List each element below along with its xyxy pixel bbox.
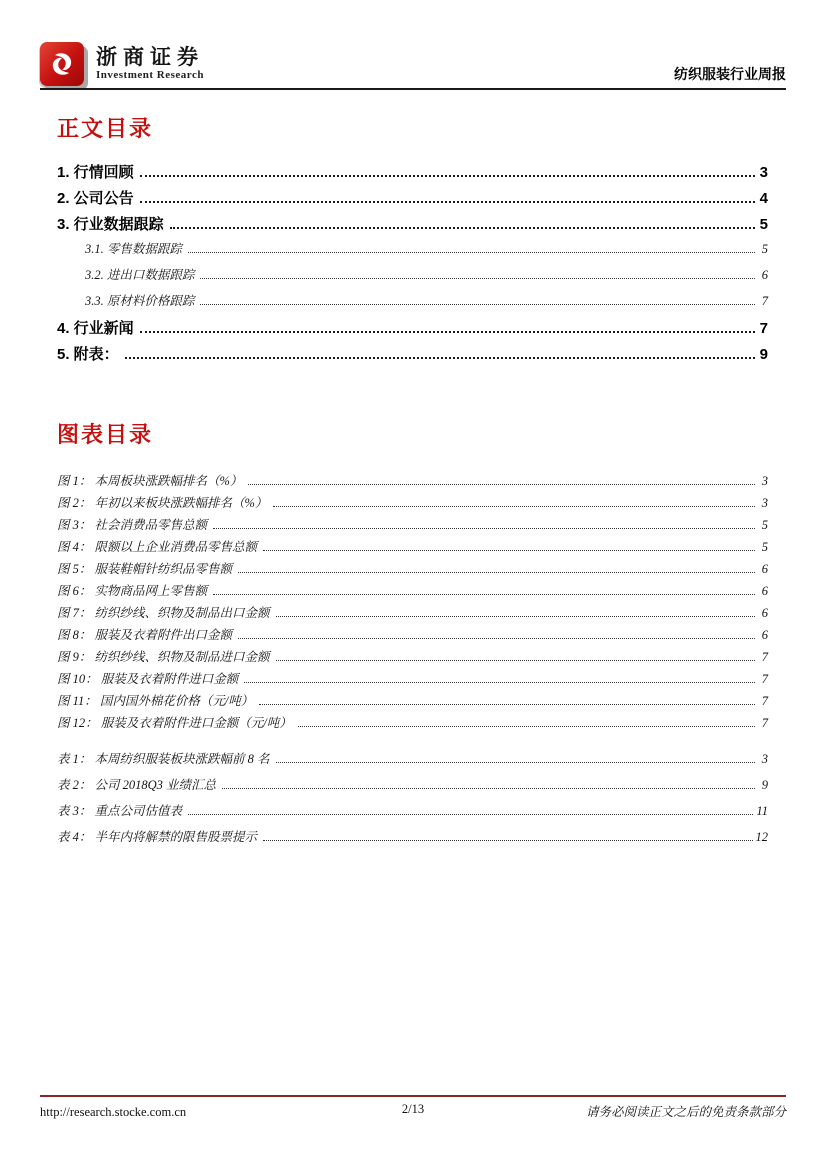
dot-leader [276, 616, 755, 617]
toc-entry-label: 3.2. 进出口数据跟踪 [85, 268, 195, 282]
toc-entry-page: 7 [759, 320, 768, 337]
figure-entry-label: 图 2： 年初以来板块涨跌幅排名（%） [57, 496, 268, 510]
toc-entry[interactable] [57, 213, 768, 239]
toc-title: 正文目录 [57, 116, 154, 141]
figure-entry[interactable] [57, 581, 768, 603]
dot-leader [140, 175, 755, 177]
table-entry[interactable] [57, 801, 768, 827]
figure-entry-label: 图 9： 纺织纱线、织物及制品进口金额 [57, 650, 270, 664]
toc-entry-label: 1. 行情回顾 [57, 164, 134, 181]
toc-entry[interactable] [57, 161, 768, 187]
figure-entry-label: 图 12： 服装及衣着附件进口金额（元/吨） [57, 716, 292, 730]
figure-entry-page: 7 [761, 650, 768, 664]
dot-leader [238, 638, 755, 639]
table-entry-page: 11 [756, 804, 768, 818]
figure-list [57, 471, 768, 735]
report-type-label: 纺织服装行业周报 [674, 66, 786, 82]
table-entry-label: 表 2： 公司 2018Q3 业绩汇总 [57, 778, 217, 792]
toc-entry[interactable] [57, 187, 768, 213]
table-entry[interactable] [57, 775, 768, 801]
table-entry-label: 表 4： 半年内将解禁的限售股票提示 [57, 830, 258, 844]
toc-section [57, 112, 768, 369]
figure-entry[interactable] [57, 625, 768, 647]
toc-entry-page: 6 [761, 268, 768, 282]
toc-list [57, 161, 768, 369]
dot-leader [276, 762, 755, 763]
table-entry-page: 3 [761, 752, 768, 766]
dot-leader [259, 704, 755, 705]
toc-entry-label: 3.3. 原材料价格跟踪 [85, 294, 195, 308]
toc-entry[interactable] [57, 265, 768, 291]
disclaimer-text: 请务必阅读正文之后的免责条款部分 [585, 1105, 786, 1119]
dot-leader [263, 550, 755, 551]
toc-entry[interactable] [57, 343, 768, 369]
figure-entry[interactable] [57, 537, 768, 559]
figure-entry-page: 7 [761, 716, 768, 730]
figure-entry-page: 7 [761, 672, 768, 686]
figure-entry[interactable] [57, 559, 768, 581]
dot-leader [200, 278, 755, 279]
toc-entry-page: 9 [759, 346, 768, 363]
figure-entry-page: 6 [761, 628, 768, 642]
toc-entry-page: 5 [761, 242, 768, 256]
page-number: 2/13 [401, 1102, 425, 1116]
figure-entry-page: 6 [761, 606, 768, 620]
figure-entry-label: 图 3： 社会消费品零售总额 [57, 518, 208, 532]
figure-entry[interactable] [57, 691, 768, 713]
dot-leader [298, 726, 755, 727]
toc-entry-page: 5 [759, 216, 768, 233]
figure-entry-label: 图 11： 国内国外棉花价格（元/吨） [57, 694, 254, 708]
figure-entry-label: 图 5： 服装鞋帽针纺织品零售额 [57, 562, 233, 576]
toc-entry[interactable] [57, 291, 768, 317]
toc-entry[interactable] [57, 317, 768, 343]
dot-leader [244, 682, 755, 683]
dot-leader [248, 484, 755, 485]
research-url-link[interactable]: http://research.stocke.com.cn [40, 1105, 187, 1119]
dot-leader [170, 227, 755, 229]
company-name-cn: 浙商证券 [96, 45, 204, 70]
dot-leader [213, 528, 755, 529]
table-entry[interactable] [57, 827, 768, 853]
table-entry-label: 表 1： 本周纺织服装板块涨跌幅前 8 名 [57, 752, 270, 766]
logo-text [96, 46, 204, 82]
figure-entry[interactable] [57, 647, 768, 669]
dot-leader [188, 252, 755, 253]
table-entry-page: 9 [761, 778, 768, 792]
dot-leader [222, 788, 755, 789]
company-logo [40, 42, 204, 86]
figure-entry[interactable] [57, 603, 768, 625]
toc-entry-label: 2. 公司公告 [57, 190, 134, 207]
figure-entry[interactable] [57, 515, 768, 537]
dot-leader [213, 594, 755, 595]
figure-entry-page: 6 [761, 584, 768, 598]
toc-entry-page: 4 [759, 190, 768, 207]
dot-leader [125, 357, 755, 359]
dot-leader [263, 840, 752, 841]
toc-entry-page: 7 [761, 294, 768, 308]
figure-entry-page: 7 [761, 694, 768, 708]
figure-entry-label: 图 7： 纺织纱线、织物及制品出口金额 [57, 606, 270, 620]
dot-leader [238, 572, 755, 573]
header-rule [40, 88, 786, 90]
figure-entry-page: 5 [761, 540, 768, 554]
table-entry[interactable] [57, 749, 768, 775]
page-header [40, 36, 786, 86]
toc-entry[interactable] [57, 239, 768, 265]
toc-entry-label: 3. 行业数据跟踪 [57, 216, 164, 233]
toc-entry-label: 4. 行业新闻 [57, 320, 134, 337]
toc-entry-page: 3 [759, 164, 768, 181]
figure-entry[interactable] [57, 669, 768, 691]
figure-entry-page: 3 [761, 496, 768, 510]
charts-toc-title: 图表目录 [57, 422, 154, 447]
figure-entry-page: 3 [761, 474, 768, 488]
table-list [57, 749, 768, 853]
figure-entry-label: 图 8： 服装及衣着附件出口金额 [57, 628, 233, 642]
figure-entry[interactable] [57, 471, 768, 493]
dot-leader [188, 814, 753, 815]
figure-entry-page: 5 [761, 518, 768, 532]
dot-leader [273, 506, 755, 507]
figure-entry-label: 图 6： 实物商品网上零售额 [57, 584, 208, 598]
zheshang-logo-icon [40, 42, 84, 86]
figure-entry-label: 图 4： 限额以上企业消费品零售总额 [57, 540, 258, 554]
page-footer [40, 1095, 786, 1120]
table-entry-page: 12 [755, 830, 768, 844]
company-name-en: Investment Research [96, 69, 204, 82]
dot-leader [140, 331, 755, 333]
dot-leader [200, 304, 755, 305]
dot-leader [276, 660, 755, 661]
figure-entry[interactable] [57, 713, 768, 735]
figure-entry-label: 图 1： 本周板块涨跌幅排名（%） [57, 474, 243, 488]
figure-entry[interactable] [57, 493, 768, 515]
dot-leader [140, 201, 755, 203]
table-entry-label: 表 3： 重点公司估值表 [57, 804, 183, 818]
figure-entry-page: 6 [761, 562, 768, 576]
figure-entry-label: 图 10： 服装及衣着附件进口金额 [57, 672, 239, 686]
charts-toc-section [57, 418, 768, 853]
toc-entry-label: 3.1. 零售数据跟踪 [85, 242, 182, 256]
toc-entry-label: 5. 附表： [57, 346, 119, 363]
